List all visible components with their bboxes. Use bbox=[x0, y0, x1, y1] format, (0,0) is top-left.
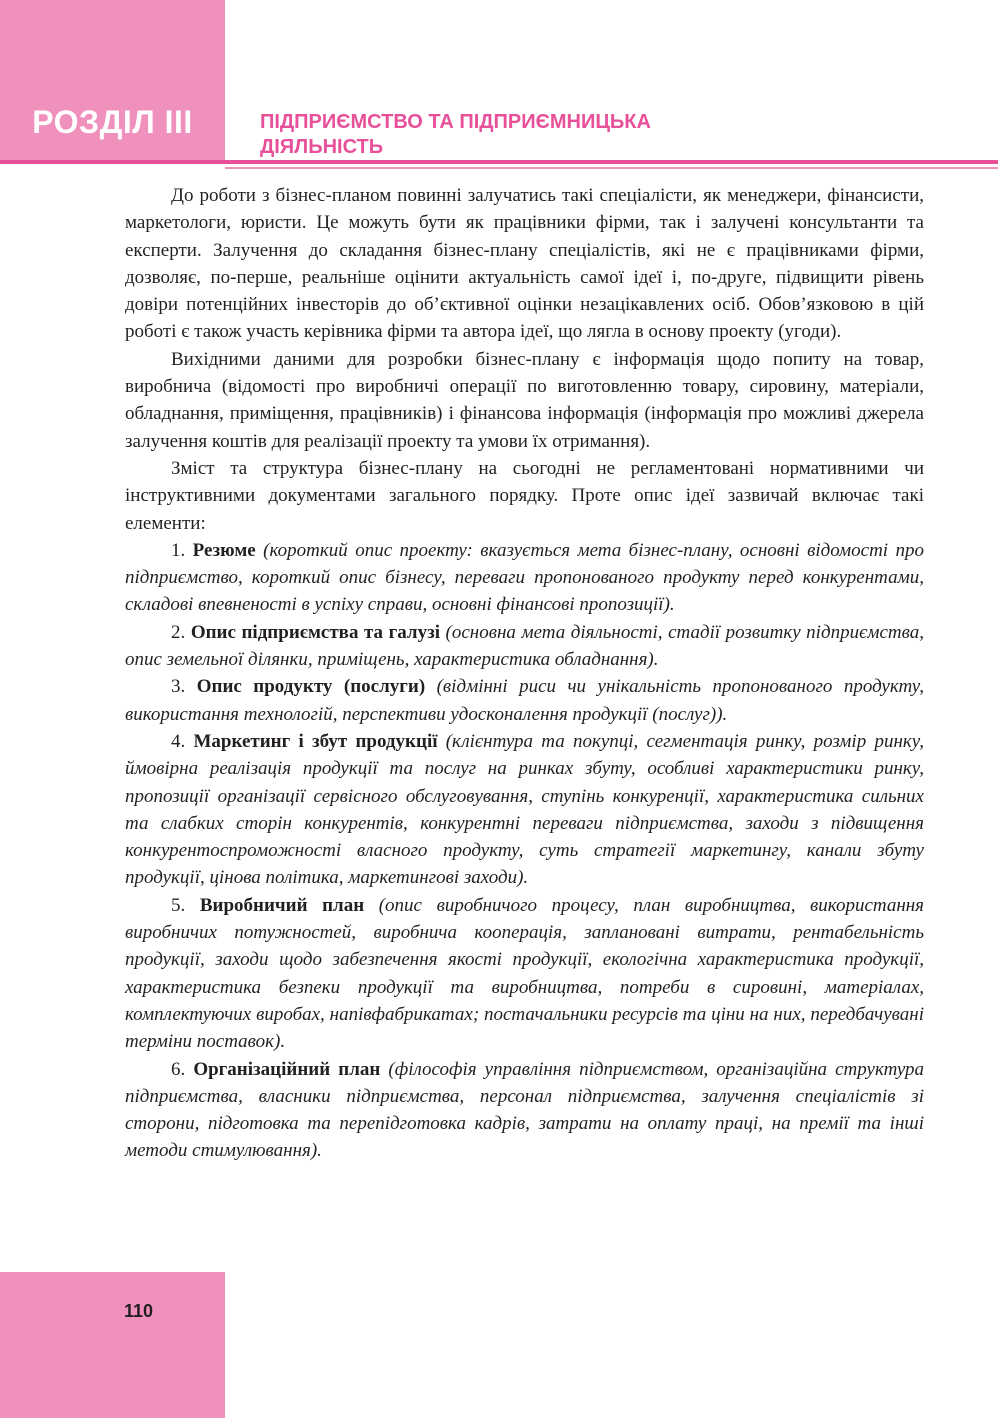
item-number: 5. bbox=[171, 894, 186, 916]
item-description: (клієнтура та покупці, сегментація ринку, розмір ринку, ймовірна реалізація продукції та послуг на ринках збуту, особливі характеристики ринку, пропозиції організації сервісного обслуговування, ступінь конкуренції, характеристика сильних та слабких сторін конкурентів, конкурентні переваги підприємства, заходи з підвищення конкурентоспроможності власного продукту, суть стратегії маркетингу, канали збуту продукції, цінова політика, маркетингові заходи). bbox=[125, 730, 924, 889]
item-title: Виробничий план bbox=[199, 894, 365, 916]
list-item bbox=[125, 537, 924, 619]
list-item bbox=[125, 619, 924, 674]
body-paragraph: До роботи з бізнес-планом повинні залучатись такі спеціалісти, як менеджери, фінансисти, маркетологи, юристи. Це можуть бути як працівники фірми, так і залучені консультанти та експерти. Залучення до складання бізнес-плану спеціалістів, які не є працівниками фірми, дозволяє, по-перше, реальніше оцінити актуальність самої ідеї і, по-друге, підвищити рівень довіри потенційних інвесторів до об’єктивної оцінки незацікавлених осіб. Обов’язковою в цій роботі є також участь керівника фірми та автора ідеї, що лягла в основу проекту (угоди). bbox=[125, 185, 924, 343]
list-item bbox=[125, 1056, 924, 1165]
list-item bbox=[125, 892, 924, 1056]
list-item bbox=[125, 673, 924, 728]
item-number: 4. bbox=[171, 730, 186, 752]
page-number: 110 bbox=[124, 1301, 154, 1321]
item-title: Резюме bbox=[192, 539, 256, 561]
item-title: Маркетинг і збут продукції bbox=[193, 730, 438, 752]
chapter-title bbox=[260, 110, 960, 160]
header-rule-thick bbox=[0, 160, 998, 164]
item-description: (філософія управління підприємством, організаційна структура підприємства, власники підприємства, персонал підприємства, залучення спеціалістів зі сторони, підготовка та перепідготовка кадрів, затрати на оплату праці, на премії та інші методи стимулювання). bbox=[125, 1058, 925, 1162]
chapter-title-line1: ПІДПРИЄМСТВО ТА ПІДПРИЄМНИЦЬКА bbox=[260, 111, 651, 133]
header-rule-thin bbox=[225, 167, 998, 169]
item-title: Організаційний план bbox=[193, 1058, 381, 1080]
item-description: (відмінні риси чи унікальність пропонованого продукту, використання технологій, перспективи удосконалення продукції (послуг)). bbox=[125, 676, 924, 725]
item-title: Опис підприємства та галузі bbox=[190, 621, 440, 643]
chapter-title-line2: ДІЯЛЬНІСТЬ bbox=[260, 136, 384, 158]
item-description: (короткий опис проекту: вказується мета бізнес-плану, основні відомості про підприємство, короткий опис бізнесу, переваги пропонованого продукту перед конкурентами, складові впевненості в успіху справи, основні фінансові пропозиції). bbox=[125, 539, 925, 616]
item-description: (опис виробничого процесу, план виробництва, використання виробничих потужностей, виробнича кооперація, заплановані витрати, рентабельність продукції, заходи щодо забезпечення якості продукції, екологічна характеристика продукції, характеристика безпеки продукції та виробництва, потреби в сировині, матеріалах, комплектуючих виробах, напівфабрикатах; постачальники ресурсів та ціни на них, передбачувані терміни поставок). bbox=[125, 894, 925, 1053]
section-label: РОЗДІЛ ІІІ bbox=[32, 104, 193, 140]
sidebar-bottom-block bbox=[0, 1272, 225, 1418]
item-number: 1. bbox=[171, 539, 186, 561]
list-item bbox=[125, 728, 924, 892]
page-body bbox=[125, 182, 924, 1165]
item-description: (основна мета діяльності, стадії розвитку підприємства, опис земельної ділянки, приміщень, характеристика обладнання). bbox=[125, 621, 925, 671]
body-paragraph: Зміст та структура бізнес-плану на сьогодні не регламентовані нормативними чи інструктивними документами загального порядку. Проте опис ідеї зазвичай включає такі елементи: bbox=[125, 457, 924, 534]
item-number: 2. bbox=[171, 621, 186, 643]
item-number: 6. bbox=[171, 1058, 186, 1080]
item-number: 3. bbox=[171, 676, 186, 698]
item-title: Опис продукту (послуги) bbox=[196, 676, 426, 698]
body-paragraph: Вихідними даними для розробки бізнес-плану є інформація щодо попиту на товар, виробнича (відомості про виробничі операції по виготовленню товару, сировину, матеріали, обладнання, приміщення, працівників) і фінансова інформація (інформація про можливі джерела залучення коштів для реалізації проекту та умови їх отримання). bbox=[125, 348, 924, 452]
